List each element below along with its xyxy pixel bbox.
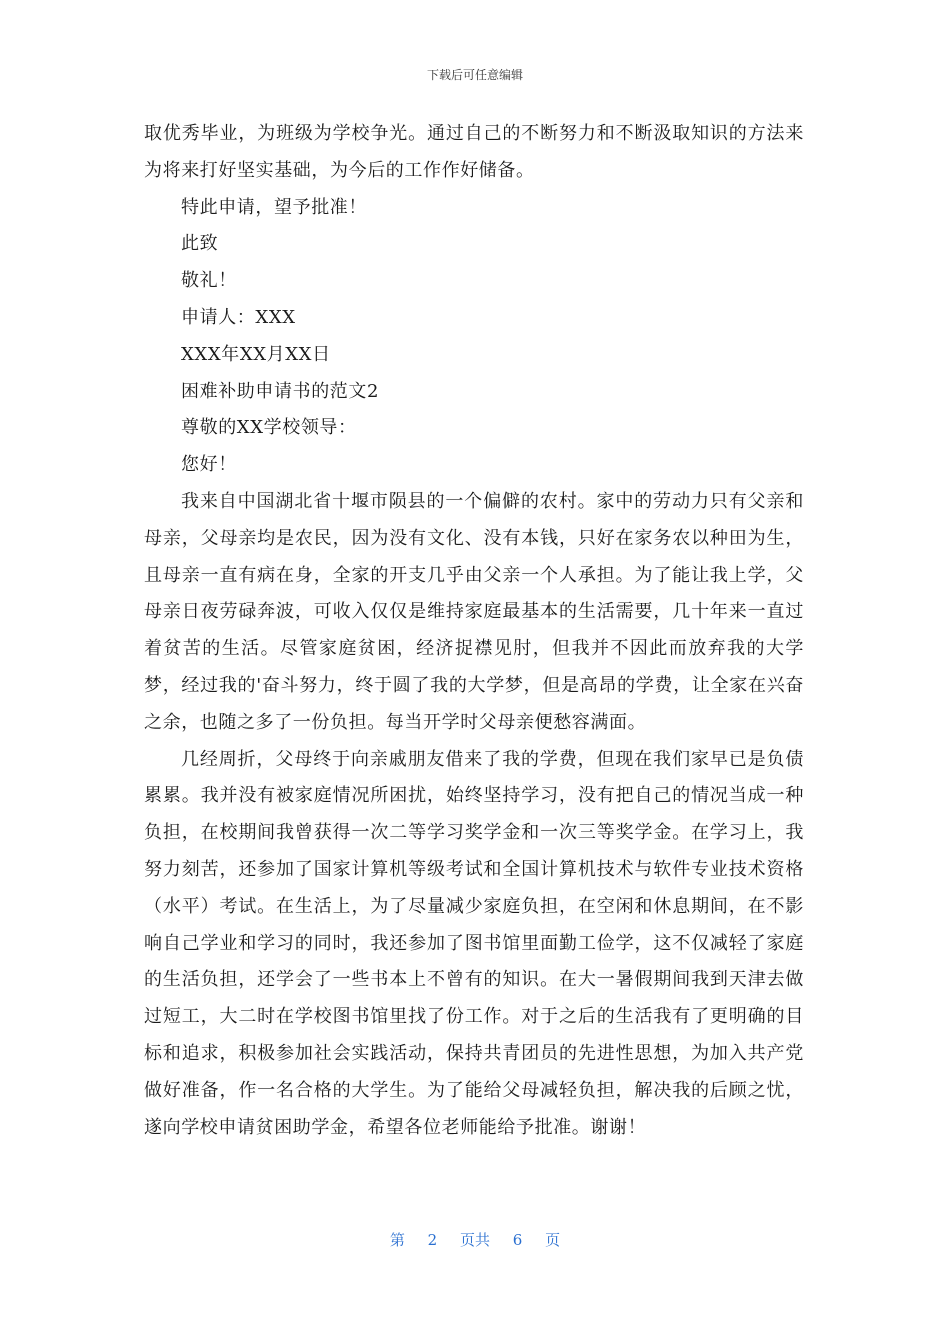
document-body [144, 116, 804, 1146]
page-footer: 第 2 页共 6 页 [389, 1231, 561, 1249]
paragraph-continuation: 取优秀毕业，为班级为学校争光。通过自己的不断努力和不断汲取知识的方法来为将来打好坚实基础，为今后的工作作好储备。 [144, 123, 804, 181]
paragraph-salutation-close: 此致 [181, 233, 219, 255]
page-header: 下载后可任意编辑 [426, 68, 523, 82]
paragraph-regards: 敬礼！ [181, 270, 237, 292]
paragraph-greeting: 您好！ [181, 454, 237, 476]
paragraph-body-2: 几经周折，父母终于向亲戚朋友借来了我的学费，但现在我们家早已是负债累累。我并没有被家庭情况所困扰，始终坚持学习，没有把自己的情况当成一种负担，在校期间我曾获得一次二等学习奖学金和一次三等奖学金。在学习上，我努力刻苦，还参加了国家计算机等级考试和全国计算机技术与软件专业技术资格（水平）考试。在生活上，为了尽量减少家庭负担，在空闲和休息期间，在不影响自己学业和学习的同时，我还参加了图书馆里面勤工俭学，这不仅减轻了家庭的生活负担，还学会了一些书本上不曾有的知识。在大一暑假期间我到天津去做过短工，大二时在学校图书馆里找了份工作。对于之后的生活我有了更明确的目标和追求，积极参加社会实践活动，保持共青团员的先进性思想，为加入共产党做好准备，作一名合格的大学生。为了能给父母减轻负担，解决我的后顾之忧，遂向学校申请贫困助学金，希望各位老师能给予批准。谢谢！ [144, 748, 804, 1138]
paragraph-addressee: 尊敬的XX学校领导： [181, 417, 357, 439]
paragraph-request: 特此申请，望予批准！ [181, 196, 367, 218]
paragraph-applicant: 申请人：XXX [181, 306, 296, 328]
paragraph-date: XXX年XX月XX日 [181, 343, 331, 365]
paragraph-section-title: 困难补助申请书的范文2 [181, 380, 380, 402]
paragraph-body-1: 我来自中国湖北省十堰市陨县的一个偏僻的农村。家中的劳动力只有父亲和母亲，父母亲均是农民，因为没有文化、没有本钱，只好在家务农以种田为生，且母亲一直有病在身，全家的开支几乎由父亲一个人承担。为了能让我上学，父母亲日夜劳碌奔波，可收入仅仅是维持家庭最基本的生活需要，几十年来一直过着贫苦的生活。尽管家庭贫困，经济捉襟见肘，但我并不因此而放弃我的大学梦，经过我的'奋斗努力，终于圆了我的大学梦，但是高昂的学费，让全家在兴奋之余，也随之多了一份负担。每当开学时父母亲便愁容满面。 [144, 490, 804, 733]
